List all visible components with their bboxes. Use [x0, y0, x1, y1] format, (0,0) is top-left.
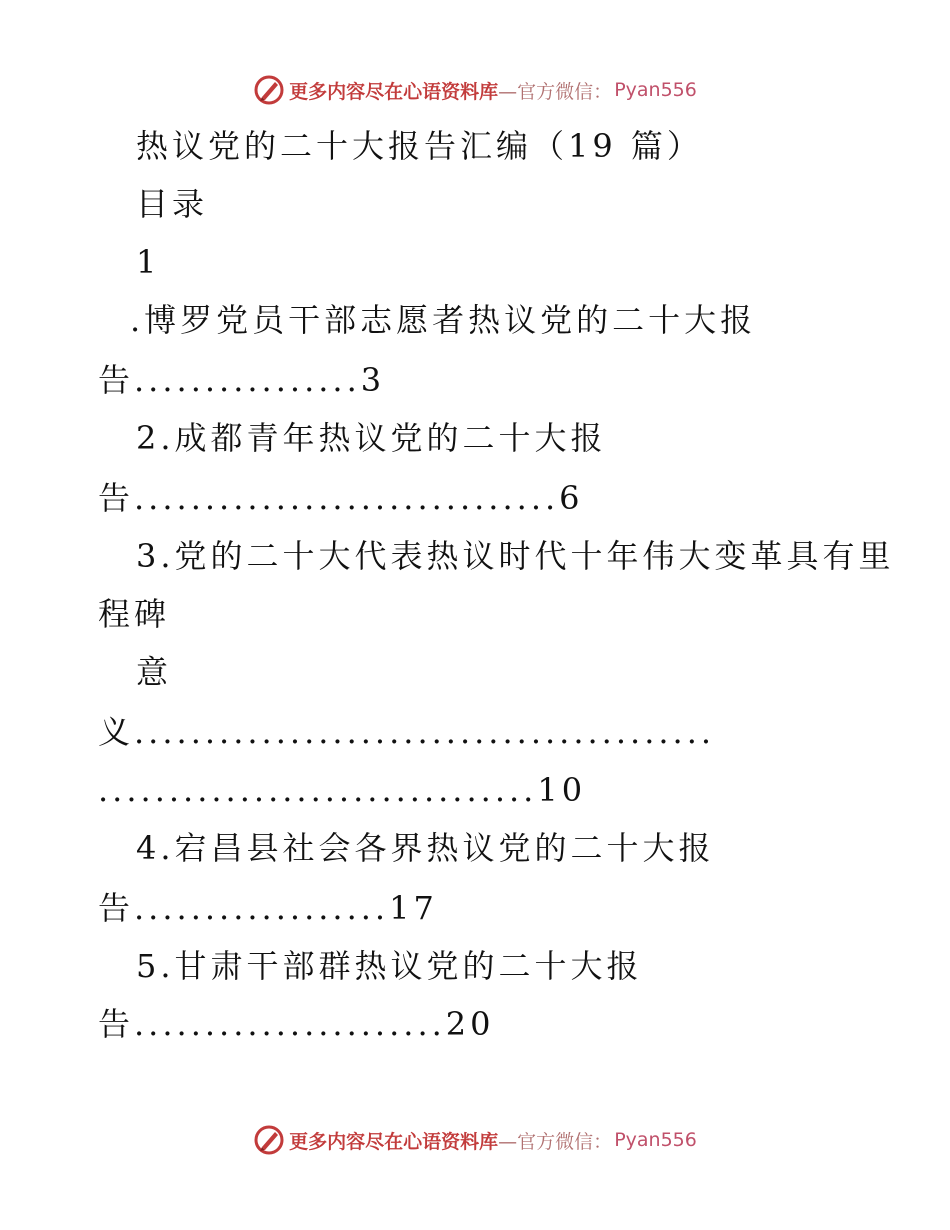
watermark-banner-top	[0, 70, 950, 110]
toc-line: 2.成都青年热议党的二十大报	[136, 419, 607, 457]
toc-line: 5.甘肃干部群热议党的二十大报	[136, 947, 643, 985]
watermark-wechat-id: Pyan556	[614, 1129, 697, 1151]
toc-line: ...............................10	[98, 771, 587, 809]
toc-line: 告..............................6	[98, 479, 584, 517]
toc-line: .博罗党员干部志愿者热议党的二十大报	[130, 301, 757, 339]
toc-line: 告..................17	[98, 889, 438, 927]
watermark-dash-text: —官方微信：	[498, 80, 613, 103]
toc-line: 程碑	[98, 595, 171, 633]
watermark-wechat-id: Pyan556	[614, 79, 697, 101]
toc-line: 1	[136, 243, 161, 281]
pen-logo-icon	[253, 1124, 285, 1156]
watermark-banner-bottom	[0, 1120, 950, 1160]
watermark-dash-text: —官方微信：	[498, 1130, 613, 1153]
toc-line: 告................3	[98, 361, 386, 399]
toc-line: 4.宕昌县社会各界热议党的二十大报	[136, 829, 715, 867]
watermark-main-text: 更多内容尽在心语资料库	[289, 1130, 499, 1153]
watermark-main-text: 更多内容尽在心语资料库	[289, 80, 499, 103]
pen-logo-icon	[253, 74, 285, 106]
toc-line: 告......................20	[98, 1005, 495, 1043]
toc-heading: 目录	[136, 185, 209, 223]
toc-line: 3.党的二十大代表热议时代十年伟大变革具有里	[136, 537, 895, 575]
toc-line: 意	[136, 653, 173, 691]
toc-line: 义.........................................	[98, 713, 716, 751]
document-title: 热议党的二十大报告汇编（19 篇）	[136, 127, 703, 165]
